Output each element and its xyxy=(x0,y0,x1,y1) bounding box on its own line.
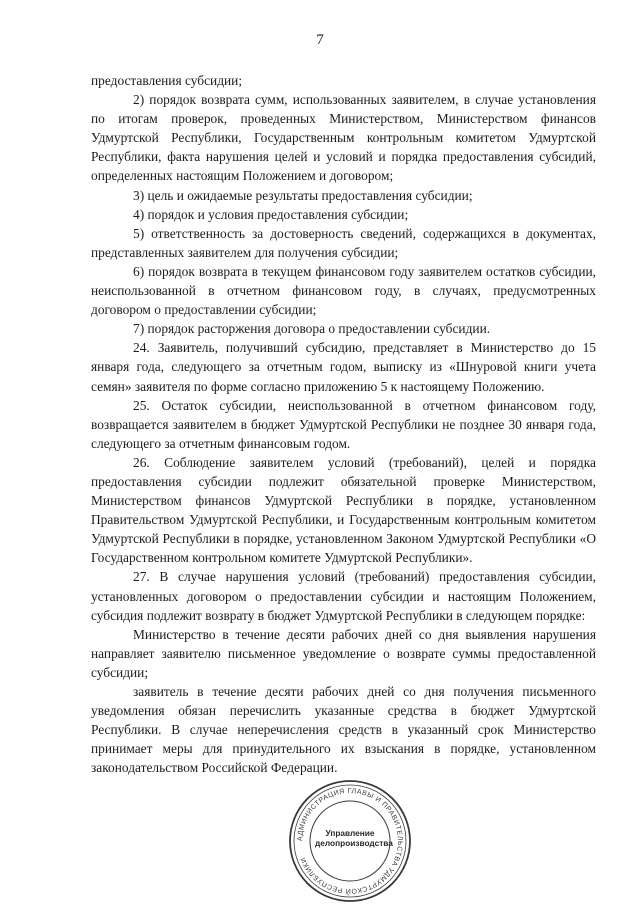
stamp-center-line-2: делопроизводства xyxy=(315,838,393,848)
paragraph-item-7: 7) порядок расторжения договора о предоставлении субсидии. xyxy=(133,321,491,337)
paragraph-continuation: предоставления субсидии; xyxy=(91,73,243,88)
paragraph-item-3: 3) цель и ожидаемые результаты предоставления субсидии; xyxy=(133,187,473,203)
official-stamp xyxy=(287,778,413,904)
stamp-center-text xyxy=(315,828,393,848)
paragraph-applicant-return: заявитель в течение десяти рабочих дней со дня получения письменного уведомления обязан перечислить указанные средства в бюджет Удмуртской Республики. В случае неперечисления средств в указанный срок Министерство принимает меры для принудительного их взыскания в порядке, установленном законодательством Российской Федерации. xyxy=(91,684,596,776)
stamp-ring-text: АДМИНИСТРАЦИЯ ГЛАВЫ И ПРАВИТЕЛЬСТВА УДМУРТСКОЙ РЕСПУБЛИКИ xyxy=(296,787,404,895)
paragraph-clause-27: 27. В случае нарушения условий (требований) предоставления субсидии, установленных договором о предоставлении субсидии и настоящим Положением, субсидия подлежит возврату в бюджет Удмуртской Республики в следующем порядке: xyxy=(91,569,596,623)
page-number: 7 xyxy=(316,32,324,48)
paragraph-ministry-notice: Министерство в течение десяти рабочих дней со дня выявления нарушения направляет заявителю письменное уведомление о возврате суммы предоставленной субсидии; xyxy=(91,626,596,680)
paragraph-item-2: 2) порядок возврата сумм, использованных заявителем, в случае установления по итогам проверок, проведенных Министерством, Министерством финансов Удмуртской Республики, Государственным контрольным комитетом Удмуртской Республики, факта нарушения целей и условий и порядка предоставления субсидий, определенных настоящим Положением и договором; xyxy=(91,92,596,184)
paragraph-item-4: 4) порядок и условия предоставления субсидии; xyxy=(133,206,409,222)
paragraph-clause-26: 26. Соблюдение заявителем условий (требований), целей и порядка предоставления субсидии подлежит обязательной проверке Министерством, Министерством финансов Удмуртской Республики в порядке, установленном Правительством Удмуртской Республики, и Государственным контрольным комитетом Удмуртской Республики в порядке, установленном Законом Удмуртской Республики «О Государственном контрольном комитете Удмуртской Республики». xyxy=(91,454,596,566)
stamp-center-line-1: Управление xyxy=(325,828,375,838)
document-body xyxy=(91,71,596,777)
paragraph-clause-24: 24. Заявитель, получивший субсидию, представляет в Министерство до 15 января года, следующего за отчетным годом, выписку из «Шнуровой книги учета семян» заявителя по форме согласно приложению 5 к настоящему Положению. xyxy=(91,340,596,394)
paragraph-item-5: 5) ответственность за достоверность сведений, содержащихся в документах, представленных заявителем для получения субсидии; xyxy=(91,225,596,260)
paragraph-clause-25: 25. Остаток субсидии, неиспользованной в отчетном финансовом году, возвращается заявителем в бюджет Удмуртской Республики не позднее 30 января года, следующего за отчетным финансовым годом. xyxy=(91,397,596,451)
paragraph-item-6: 6) порядок возврата в текущем финансовом году заявителем остатков субсидии, неиспользованной в отчетном финансовом году, в случаях, предусмотренных договором о предоставлении субсидии; xyxy=(91,263,596,318)
